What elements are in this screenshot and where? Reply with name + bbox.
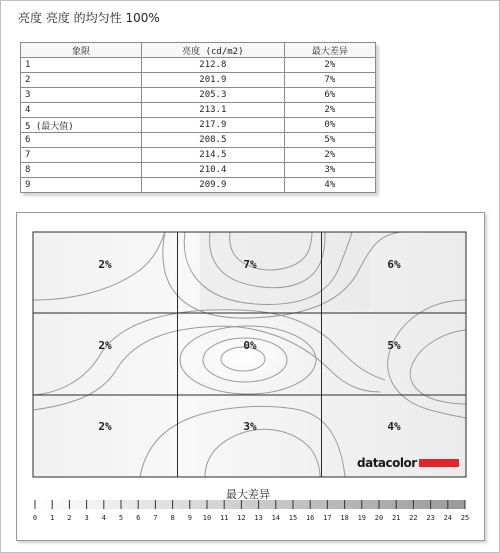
- legend-tick-label: 2: [67, 514, 72, 522]
- page-title: 亮度 亮度 的均匀性 100%: [18, 11, 160, 25]
- cell-quadrant: 8: [21, 163, 142, 178]
- column-header-luminance: 亮度 (cd/m2): [142, 43, 285, 58]
- quadrant-label-9: 4%: [387, 420, 401, 433]
- legend-tick-label: 21: [391, 514, 401, 522]
- cell-luminance: 213.1: [142, 103, 285, 118]
- quadrant-label-8: 3%: [243, 420, 257, 433]
- legend-tick-label: 0: [32, 514, 38, 522]
- cell-max-diff: 2%: [284, 58, 375, 73]
- cell-quadrant: 1: [21, 58, 142, 73]
- cell-quadrant: 7: [21, 148, 142, 163]
- cell-max-diff: 2%: [284, 103, 375, 118]
- quadrant-label-7: 2%: [98, 420, 112, 433]
- legend-tick-label: 4: [101, 514, 106, 522]
- legend-tick-label: 13: [254, 514, 263, 522]
- legend-tick-label: 5: [118, 514, 124, 522]
- cell-max-diff: 0%: [284, 118, 375, 133]
- cell-luminance: 205.3: [142, 88, 285, 103]
- cell-luminance: 212.8: [142, 58, 285, 73]
- legend-tick-label: 10: [202, 514, 212, 522]
- legend-tick-labels: [33, 514, 469, 522]
- legend-tick-label: 8: [170, 514, 175, 522]
- cell-max-diff: 4%: [284, 178, 375, 193]
- cell-max-diff: 7%: [284, 73, 375, 88]
- quadrant-label-4: 2%: [98, 339, 112, 352]
- cell-quadrant: 5 (最大值): [21, 118, 142, 133]
- quadrant-label-2: 7%: [243, 258, 257, 271]
- legend-tick-label: 19: [357, 514, 367, 522]
- cell-luminance: 217.9: [142, 118, 285, 133]
- legend-tick-label: 7: [153, 514, 158, 522]
- cell-max-diff: 6%: [284, 88, 375, 103]
- cell-quadrant: 3: [21, 88, 142, 103]
- quadrant-label-6: 5%: [387, 339, 401, 352]
- legend-tick-label: 25: [460, 514, 470, 522]
- cell-luminance: 214.5: [142, 148, 285, 163]
- cell-max-diff: 2%: [284, 148, 375, 163]
- cell-max-diff: 3%: [284, 163, 375, 178]
- cell-luminance: 208.5: [142, 133, 285, 148]
- quadrant-label-5: 0%: [243, 339, 257, 352]
- legend-tick-label: 17: [323, 514, 332, 522]
- legend-tick-label: 22: [409, 514, 418, 522]
- cell-luminance: 201.9: [142, 73, 285, 88]
- legend-tick-label: 23: [426, 514, 435, 522]
- legend-tick-label: 12: [237, 514, 246, 522]
- legend-tick-label: 1: [50, 514, 55, 522]
- datacolor-logo-bar: [419, 459, 459, 467]
- datacolor-logo: datacolor: [357, 456, 417, 470]
- legend-tick-label: 16: [305, 514, 315, 522]
- legend-tick-label: 3: [84, 514, 89, 522]
- cell-max-diff: 5%: [284, 133, 375, 148]
- legend-tick-label: 6: [136, 514, 141, 522]
- legend-tick-label: 18: [340, 514, 349, 522]
- cell-luminance: 209.9: [142, 178, 285, 193]
- legend-tick-label: 11: [219, 514, 229, 522]
- legend-tick-label: 14: [271, 514, 281, 522]
- legend-tick-label: 15: [288, 514, 298, 522]
- cell-quadrant: 2: [21, 73, 142, 88]
- cell-quadrant: 4: [21, 103, 142, 118]
- legend-tick-label: 20: [374, 514, 384, 522]
- legend-title: 最大差异: [226, 488, 270, 501]
- legend-tick-label: 24: [443, 514, 453, 522]
- quadrant-label-3: 6%: [387, 258, 401, 271]
- cell-quadrant: 6: [21, 133, 142, 148]
- column-header-max-diff: 最大差异: [284, 43, 375, 58]
- legend-tick-label: 9: [187, 514, 192, 522]
- cell-quadrant: 9: [21, 178, 142, 193]
- column-header-quadrant: 象限: [21, 43, 142, 58]
- quadrant-label-1: 2%: [98, 258, 112, 271]
- cell-luminance: 210.4: [142, 163, 285, 178]
